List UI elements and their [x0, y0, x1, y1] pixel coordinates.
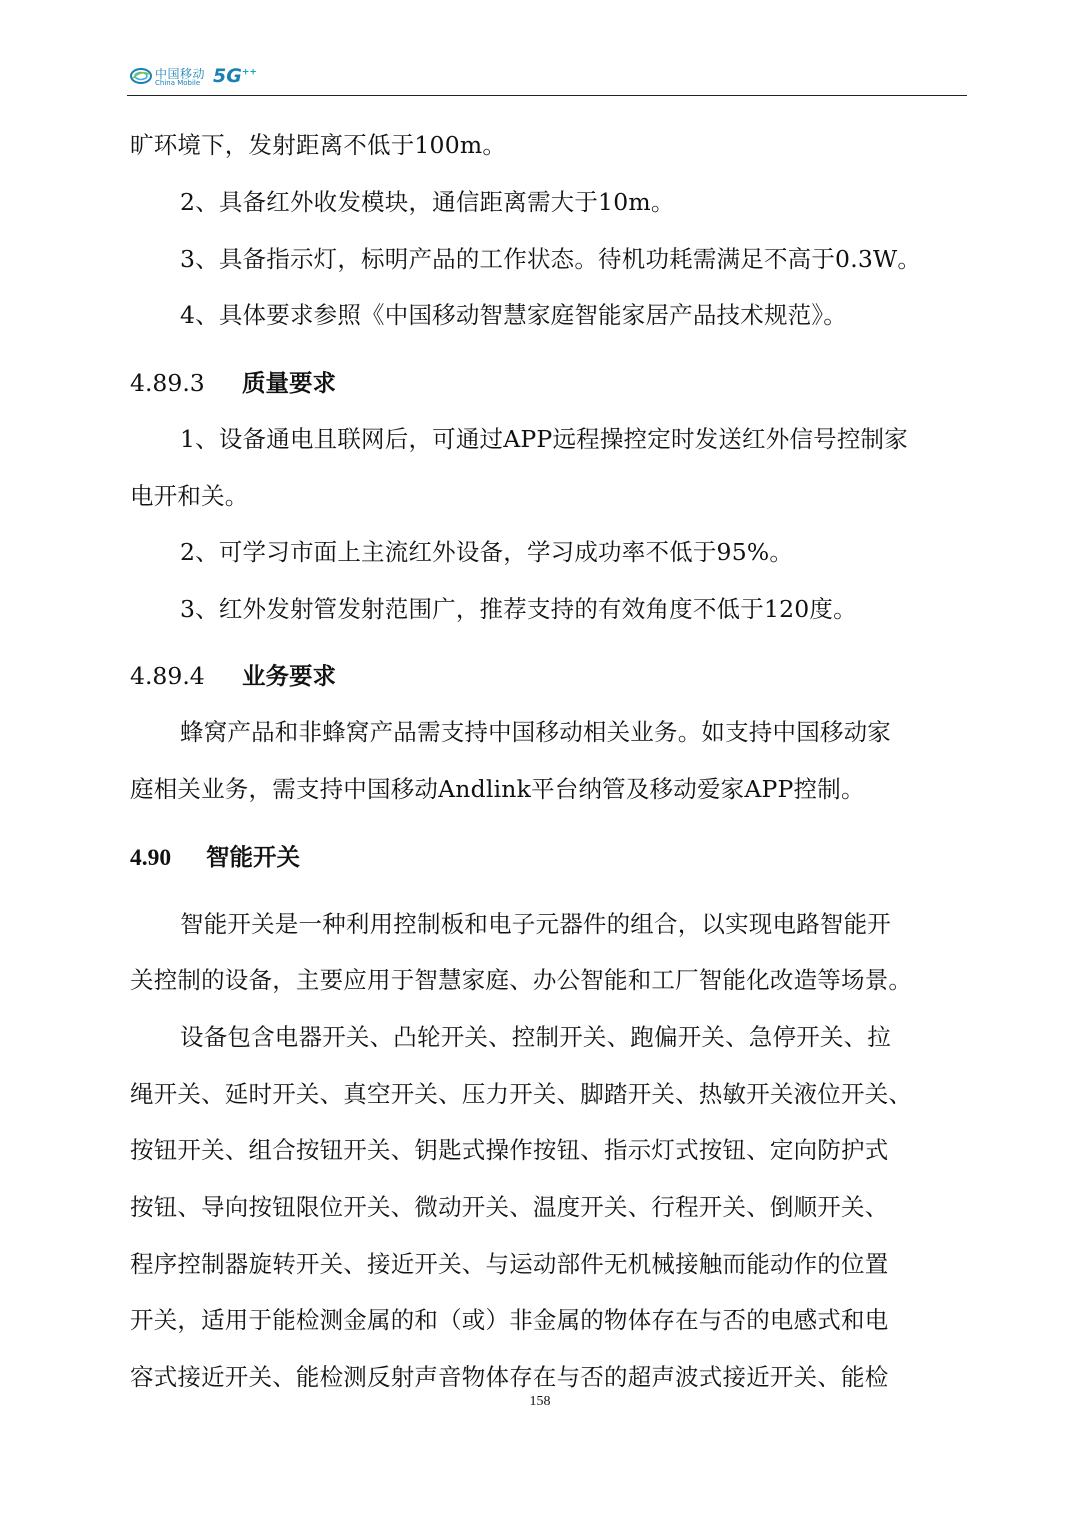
paragraph-line: 2、可学习市面上主流红外设备，学习成功率不低于95%。 [180, 538, 794, 566]
header-divider [127, 95, 967, 96]
paragraph-line: 关控制的设备，主要应用于智慧家庭、办公智能和工厂智能化改造等场景。 [130, 966, 913, 994]
paragraph-line: 程序控制器旋转开关、接近开关、与运动部件无机械接触而能动作的位置 [130, 1250, 889, 1278]
section-title: 智能开关 [206, 843, 300, 871]
section-number: 4.89.4 [130, 662, 205, 690]
china-mobile-logo [129, 62, 259, 92]
china-mobile-logo-icon [129, 64, 153, 88]
paragraph-line: 3、具备指示灯，标明产品的工作状态。待机功耗需满足不高于0.3W。 [180, 245, 922, 273]
paragraph-line: 设备包含电器开关、凸轮开关、控制开关、跑偏开关、急停开关、拉 [180, 1023, 891, 1051]
paragraph-line: 1、设备通电且联网后，可通过APP远程操控定时发送红外信号控制家 [180, 425, 908, 453]
section-number: 4.89.3 [130, 369, 205, 397]
logo-english-text: China Mobile [155, 79, 201, 87]
paragraph-line: 旷环境下，发射距离不低于100m。 [130, 131, 507, 159]
paragraph-line: 按钮、导向按钮限位开关、微动开关、温度开关、行程开关、倒顺开关、 [130, 1193, 889, 1221]
paragraph-line: 绳开关、延时开关、真空开关、压力开关、脚踏开关、热敏开关液位开关、 [130, 1080, 913, 1108]
paragraph-line: 2、具备红外收发模块，通信距离需大于10m。 [180, 188, 675, 216]
logo-5g-mark [213, 65, 257, 87]
section-title: 质量要求 [242, 369, 336, 397]
page-header [127, 56, 967, 96]
logo-5g-plus: ++ [241, 67, 257, 78]
section-heading-4-89-3 [130, 367, 336, 399]
paragraph-line: 智能开关是一种利用控制板和电子元器件的组合，以实现电路智能开 [180, 910, 891, 938]
page-number: 158 [529, 1394, 551, 1409]
section-title: 业务要求 [242, 662, 336, 690]
paragraph-line: 4、具体要求参照《中国移动智慧家庭智能家居产品技术规范》。 [180, 301, 848, 329]
paragraph-line: 蜂窝产品和非蜂窝产品需支持中国移动相关业务。如支持中国移动家 [180, 718, 891, 746]
paragraph-line: 电开和关。 [130, 482, 249, 510]
paragraph-line: 3、红外发射管发射范围广，推荐支持的有效角度不低于120度。 [180, 595, 857, 623]
paragraph-line: 按钮开关、组合按钮开关、钥匙式操作按钮、指示灯式按钮、定向防护式 [130, 1136, 889, 1164]
paragraph-line: 开关，适用于能检测金属的和（或）非金属的物体存在与否的电感式和电 [130, 1306, 889, 1334]
section-heading-4-89-4 [130, 660, 336, 692]
paragraph-line: 庭相关业务，需支持中国移动Andlink平台纳管及移动爱家APP控制。 [130, 775, 865, 803]
section-heading-4-90 [130, 841, 300, 874]
logo-chinese-text: 中国移动 [155, 67, 206, 81]
paragraph-line: 容式接近开关、能检测反射声音物体存在与否的超声波式接近开关、能检 [130, 1363, 889, 1391]
logo-5g-text: 5G [213, 65, 242, 87]
section-number: 4.90 [130, 845, 172, 871]
